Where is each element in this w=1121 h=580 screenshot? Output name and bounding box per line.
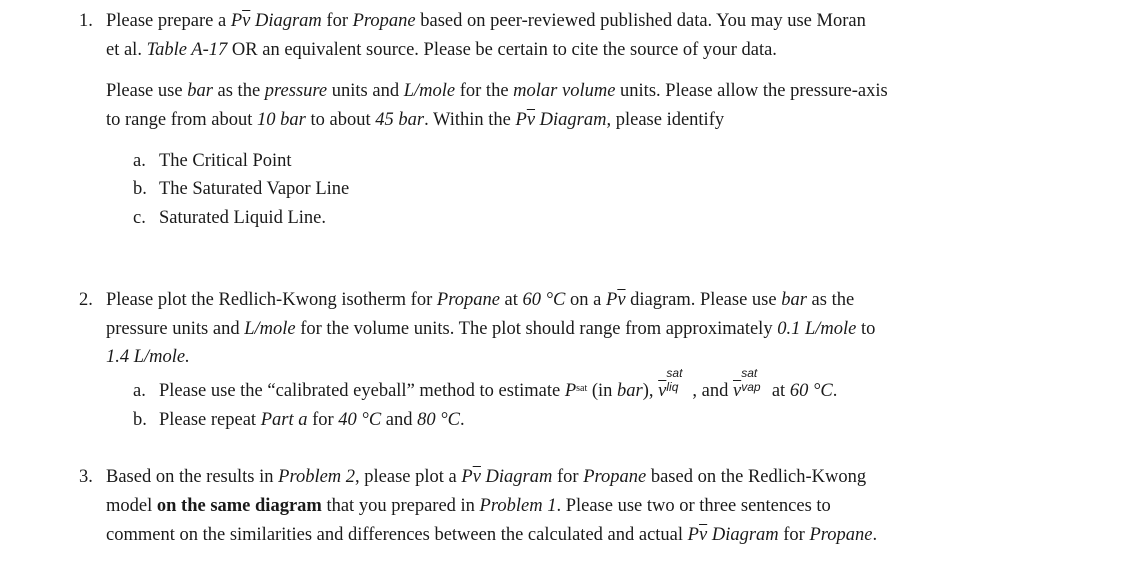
problem-line bbox=[106, 110, 724, 131]
subscript: vap bbox=[741, 380, 761, 394]
text: for bbox=[307, 410, 339, 430]
text: Please plot the Redlich-Kwong isotherm for bbox=[106, 290, 437, 310]
text: P bbox=[230, 11, 243, 31]
text: 0.1 L/mole bbox=[777, 319, 857, 339]
list-item bbox=[133, 410, 465, 431]
problem-number: 2. bbox=[79, 290, 93, 310]
text: Table A-17 bbox=[146, 40, 228, 60]
text: Part a bbox=[260, 410, 308, 430]
text: for the volume units. The plot should range from approximately bbox=[295, 319, 778, 339]
text: 10 bar bbox=[257, 110, 306, 130]
text: to range from about bbox=[106, 110, 258, 130]
text: bar bbox=[187, 81, 213, 101]
v-bar-symbol: $\overline{v}$ bbox=[526, 110, 536, 130]
text: Problem 2 bbox=[278, 467, 356, 487]
text: P bbox=[606, 290, 618, 310]
superscript: sat bbox=[666, 366, 683, 380]
text: . bbox=[832, 381, 838, 401]
problem-number: 1. bbox=[79, 11, 93, 31]
superscript: sat bbox=[576, 383, 588, 394]
text: , please identify bbox=[606, 110, 725, 130]
v-bar-symbol: $\overline{v}$ bbox=[658, 381, 667, 401]
text: for bbox=[321, 11, 353, 31]
list-item bbox=[133, 366, 838, 402]
subscript: liq bbox=[666, 380, 679, 394]
list-item bbox=[133, 179, 349, 200]
text: OR an equivalent source. Please be certain to cite the source of your data. bbox=[227, 40, 777, 60]
v-bar-symbol: $\overline{v}$ bbox=[617, 290, 626, 310]
list-item-letter: a. bbox=[133, 381, 146, 401]
text: that you prepared in bbox=[321, 496, 480, 516]
text: bar bbox=[781, 290, 807, 310]
text: on a bbox=[565, 290, 606, 310]
text: based on peer-reviewed published data. You may use Moran bbox=[415, 11, 866, 31]
text: 60 °C bbox=[789, 381, 833, 401]
text: 1.4 L/mole. bbox=[106, 347, 190, 367]
text: Diagram bbox=[250, 11, 322, 31]
text: , and bbox=[692, 381, 733, 401]
text: . bbox=[872, 525, 878, 545]
text: and bbox=[381, 410, 418, 430]
text: Please repeat bbox=[159, 410, 261, 430]
text: ), bbox=[642, 381, 659, 401]
list-item-text: The Saturated Vapor Line bbox=[159, 179, 350, 199]
text: to about bbox=[305, 110, 376, 130]
problem-line bbox=[106, 40, 777, 61]
text: P bbox=[461, 467, 473, 487]
text: diagram. Please use bbox=[625, 290, 782, 310]
v-bar-symbol: $\overline{v}$ bbox=[698, 525, 708, 545]
text: Propane bbox=[583, 467, 647, 487]
text: Propane bbox=[436, 290, 500, 310]
problem-line bbox=[106, 290, 854, 311]
text: (in bbox=[587, 381, 618, 401]
text: to bbox=[856, 319, 876, 339]
text: . bbox=[460, 410, 465, 430]
text: Please use bbox=[106, 81, 188, 101]
text: P bbox=[687, 525, 699, 545]
text: as the bbox=[212, 81, 265, 101]
text: for bbox=[778, 525, 810, 545]
text: model bbox=[106, 496, 157, 516]
list-item-text: The Critical Point bbox=[159, 151, 292, 171]
text: Propane bbox=[352, 11, 416, 31]
text: molar volume bbox=[513, 81, 616, 101]
text: et al. bbox=[106, 40, 147, 60]
list-item-letter: b. bbox=[133, 179, 147, 199]
text: Diagram bbox=[707, 525, 779, 545]
text: at bbox=[499, 290, 523, 310]
problem-line bbox=[106, 496, 831, 517]
text: L/mole bbox=[403, 81, 456, 101]
text: 60 °C bbox=[522, 290, 566, 310]
text: Based on the results in bbox=[106, 467, 279, 487]
text: . Please use two or three sentences to bbox=[556, 496, 831, 516]
text: at bbox=[767, 381, 790, 401]
text: units and bbox=[327, 81, 404, 101]
text: P bbox=[564, 381, 577, 401]
text: Please use the “calibrated eyeball” method to estimate bbox=[159, 381, 565, 401]
text: for bbox=[552, 467, 584, 487]
v-bar-symbol: $\overline{v}$ bbox=[242, 11, 251, 31]
text: based on the Redlich-Kwong bbox=[646, 467, 867, 487]
text: for the bbox=[455, 81, 514, 101]
text: Diagram bbox=[535, 110, 607, 130]
list-item-letter: b. bbox=[133, 410, 147, 430]
problem-line bbox=[106, 347, 190, 368]
problem-line bbox=[106, 525, 877, 546]
text: Problem 1 bbox=[479, 496, 557, 516]
text: . Within the bbox=[424, 110, 516, 130]
text: comment on the similarities and differences between the calculated and actual bbox=[106, 525, 688, 545]
problem-line bbox=[106, 319, 875, 340]
text: Please prepare a bbox=[106, 11, 231, 31]
text: , please plot a bbox=[355, 467, 462, 487]
list-item-letter: a. bbox=[133, 151, 146, 171]
problem-number: 3. bbox=[79, 467, 93, 487]
list-item-letter: c. bbox=[133, 208, 146, 228]
text: Diagram bbox=[480, 467, 553, 487]
superscript: sat bbox=[741, 366, 758, 380]
list-item bbox=[133, 208, 326, 229]
text: units. Please allow the pressure-axis bbox=[615, 81, 888, 101]
text: bar bbox=[617, 381, 643, 401]
text: 40 °C bbox=[338, 410, 382, 430]
sup-sub bbox=[741, 366, 767, 396]
text: pressure units and bbox=[106, 319, 245, 339]
text: on the same diagram bbox=[156, 496, 322, 516]
text: Propane bbox=[809, 525, 873, 545]
v-bar-symbol: $\overline{v}$ bbox=[472, 467, 481, 487]
text: P bbox=[515, 110, 527, 130]
text: 80 °C bbox=[417, 410, 461, 430]
list-item-text: Saturated Liquid Line. bbox=[159, 208, 326, 228]
list-item bbox=[133, 151, 292, 172]
problem-line bbox=[106, 11, 866, 32]
text: as the bbox=[806, 290, 855, 310]
text: L/mole bbox=[244, 319, 296, 339]
v-bar-symbol: $\overline{v}$ bbox=[732, 381, 742, 401]
problem-line bbox=[106, 467, 866, 488]
problem-line bbox=[106, 81, 888, 102]
text: pressure bbox=[264, 81, 328, 101]
text: 45 bar bbox=[375, 110, 425, 130]
sup-sub bbox=[666, 366, 692, 396]
